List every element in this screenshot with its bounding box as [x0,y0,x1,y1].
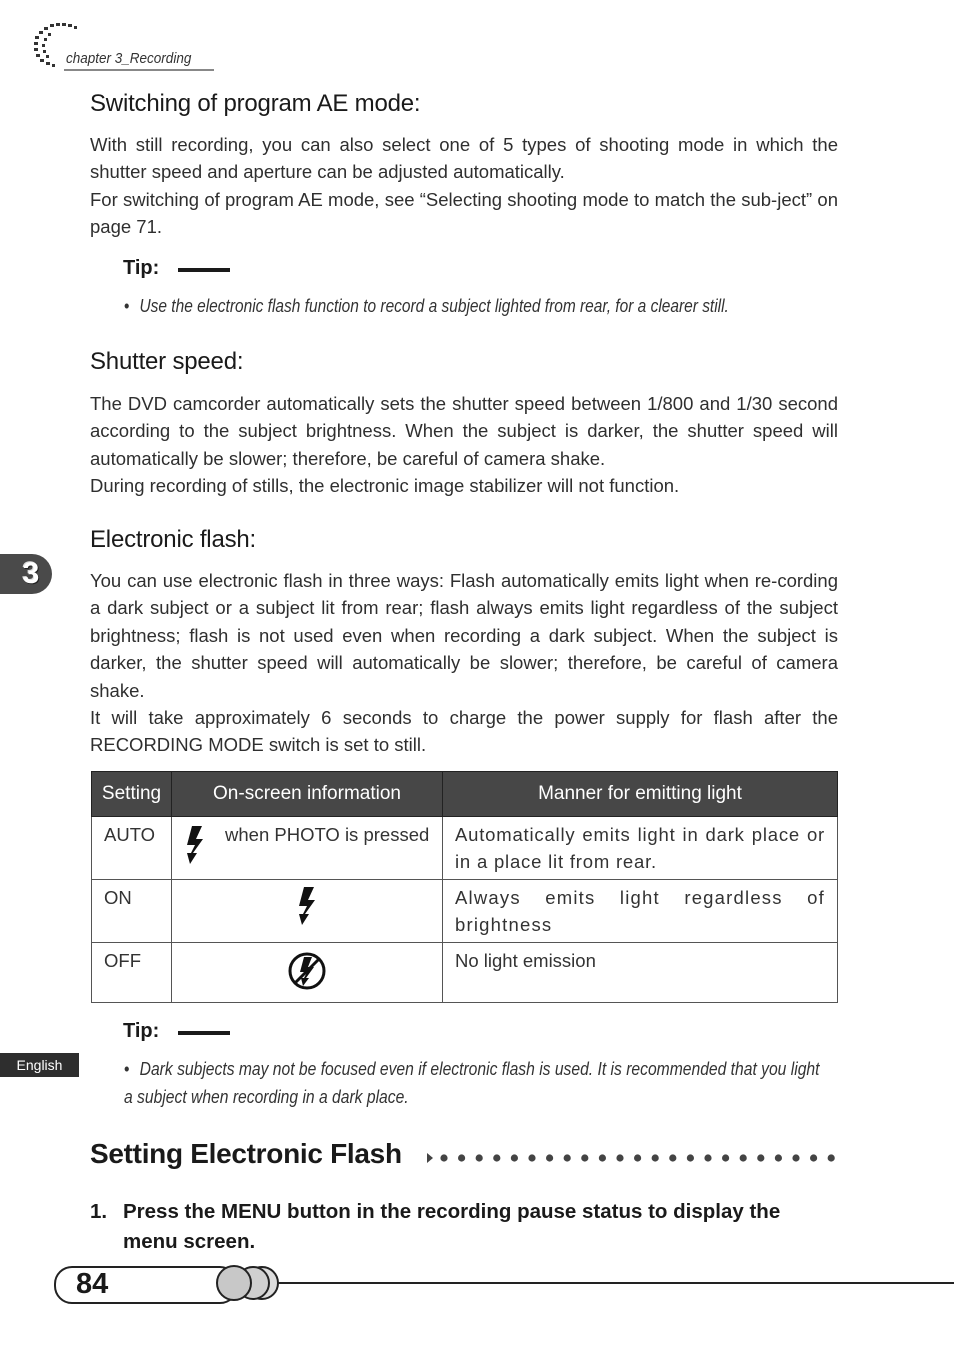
language-tab: English [0,1053,79,1077]
chapter-tab [0,554,52,594]
leader-dot [476,1154,483,1161]
leader-dot [634,1154,641,1161]
flash-settings-table [91,771,838,1003]
leader-dot [704,1154,711,1161]
leader-dot [652,1154,659,1161]
step-1 [90,1197,840,1257]
program-ae-paragraph-2: For switching of program AE mode, see “Selecting shooting mode to match the sub-ject” on page 71. [90,188,838,238]
manner-cell: Always emits light regardless of brightness [443,880,838,943]
tip-text [124,292,778,320]
tip-label: Tip: [123,1020,160,1042]
leader-dot [546,1154,553,1161]
table-row [92,817,838,880]
program-ae-paragraph-1: With still recording, you can also select one of 5 types of shooting mode in which the shutter speed and aperture can be adjusted automatically. [90,134,838,183]
chapter-label: chapter 3_Recording [66,50,192,67]
tip-bullet: • [124,296,130,316]
table-row [92,880,838,943]
page-number: 84 [76,1268,109,1300]
footer-rule [278,1282,954,1284]
leader-dot [581,1154,588,1161]
dotted-leader [425,1150,845,1166]
leader-dot [740,1154,747,1161]
electronic-flash-paragraph-1: You can use electronic flash in three ways: Flash automatically emits light when re-cording a dark subject or a subject lit from rear; flash always emits light regardless of the subject brightness; flash is not used even when recording a dark subject. When the subject is darker, the shutter speed will automatically be slower; therefore, be careful of camera shake. [90,570,838,701]
manner-cell: Automatically emits light in dark place or in a place lit from rear. [443,817,838,880]
flash-on-icon [294,886,320,926]
page-circles-icon [214,1264,280,1302]
leader-dot [616,1154,623,1161]
manner-cell: No light emission [443,943,838,1003]
setting-cell: ON [92,880,172,943]
leader-dot [722,1154,729,1161]
step-number: 1. [90,1200,108,1223]
leader-dot [599,1154,606,1161]
header-manner: Manner for emitting light [443,772,838,817]
leader-dot [440,1154,447,1161]
program-ae-body [90,131,838,241]
leader-dot [458,1154,465,1161]
tip-bullet: • [124,1059,130,1079]
leader-dot [564,1154,571,1161]
step-text: Press the MENU button in the recording pause status to display the menu screen. [123,1200,781,1253]
electronic-flash-heading: Electronic flash: [90,526,257,553]
chapter-underline [64,69,214,71]
shutter-speed-heading: Shutter speed: [90,348,244,375]
tip-text [124,1055,820,1111]
leader-dot [792,1154,799,1161]
header-setting: Setting [92,772,172,817]
shutter-speed-paragraph-2: During recording of stills, the electronic image stabilizer will not function. [90,475,680,497]
leader-arrow [427,1153,433,1163]
table-header-row [92,772,838,817]
leader-dot [687,1154,694,1161]
leader-dot [511,1154,518,1161]
leader-dot [528,1154,535,1161]
info-cell [172,943,443,1003]
setting-cell: AUTO [92,817,172,880]
flash-auto-icon [182,825,208,865]
leader-dot [775,1154,782,1161]
setting-cell: OFF [92,943,172,1003]
tip-rule [178,268,230,272]
program-ae-heading: Switching of program AE mode: [90,90,421,117]
electronic-flash-body [90,567,838,759]
leader-dot [493,1154,500,1161]
leader-dot [669,1154,676,1161]
info-cell [172,880,443,943]
flash-off-icon [287,951,327,991]
shutter-speed-body [90,390,838,500]
section-title: Setting Electronic Flash [90,1138,402,1169]
shutter-speed-paragraph-1: The DVD camcorder automatically sets the shutter speed between 1/800 and 1/30 second according to the subject brightness. When the subject is darker, the shutter speed will automatically be slower; therefore, be careful of camera shake. [90,393,838,469]
tip-body: Dark subjects may not be focused even if electronic flash is used. It is recommended that you light a subject when recording in a dark place. [124,1059,820,1107]
info-cell [172,817,443,880]
tip-rule [178,1031,230,1035]
chapter-tab-number: 3 [14,557,48,591]
leader-dot [757,1154,764,1161]
tip-label: Tip: [123,257,160,279]
header-on-screen-info: On-screen information [172,772,443,817]
leader-dot [810,1154,817,1161]
tip-body: Use the electronic flash function to record a subject lighted from rear, for a clearer still. [139,296,729,316]
table-row [92,943,838,1003]
info-text: when PHOTO is pressed [225,824,430,845]
leader-dot [828,1154,835,1161]
electronic-flash-paragraph-2: It will take approximately 6 seconds to charge the power supply for flash after the RECORDING MODE switch is set to still. [90,707,838,756]
